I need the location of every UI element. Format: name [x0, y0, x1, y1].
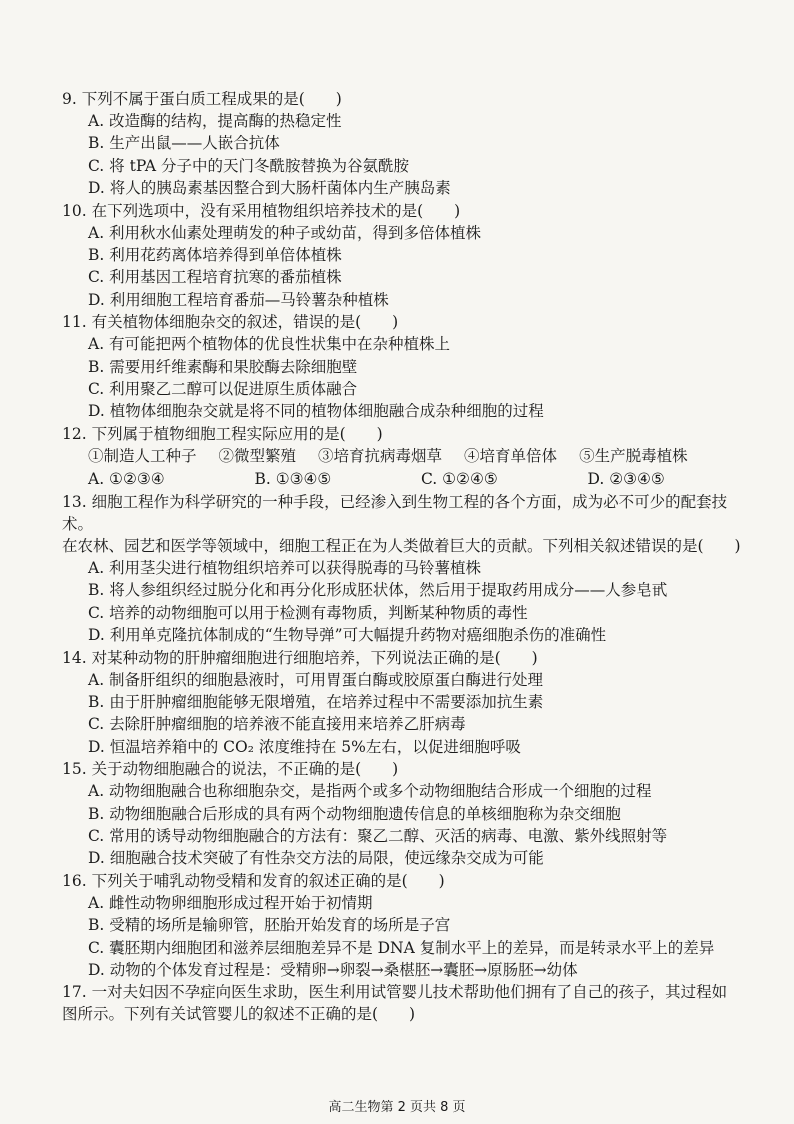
option-c: C. 培养的动物细胞可以用于检测有毒物质，判断某种物质的毒性	[88, 603, 528, 622]
option-b: B. 需要用纤维素酶和果胶酶去除细胞壁	[88, 357, 358, 376]
question-10	[62, 200, 754, 312]
option-d: D. 植物体细胞杂交就是将不同的植物体细胞融合成杂种细胞的过程	[88, 402, 544, 421]
question-stem: 16. 下列关于哺乳动物受精和发育的叙述正确的是( )	[62, 871, 445, 890]
question-stem: 10. 在下列选项中，没有采用植物组织培养技术的是( )	[62, 201, 461, 220]
option-b: B. 将人参组织经过脱分化和再分化形成胚状体，然后用于提取药用成分——人参皂甙	[88, 581, 668, 600]
option-c: C. 囊胚期内细胞团和滋养层细胞差异不是 DNA 复制水平上的差异，而是转录水平上的差异	[88, 938, 715, 957]
question-stem: 14. 对某种动物的肝肿瘤细胞进行细胞培养，下列说法正确的是( )	[62, 648, 538, 667]
option-c: C. 利用聚乙二醇可以促进原生质体融合	[88, 380, 358, 399]
option-a: A. 雌性动物卵细胞形成过程开始于初情期	[88, 893, 373, 912]
choice-b: B. ①③④⑤	[254, 469, 332, 488]
option-a: A. 利用秋水仙素处理萌发的种子或幼苗，得到多倍体植株	[88, 223, 482, 242]
question-stem-continued: 图所示。下列有关试管婴儿的叙述不正确的是( )	[62, 1005, 416, 1024]
question-11	[62, 311, 754, 423]
option-b: B. 生产出鼠——人嵌合抗体	[88, 134, 280, 153]
option-d: D. 利用单克隆抗体制成的“生物导弹”可大幅提升药物对癌细胞杀伤的准确性	[88, 626, 607, 645]
page-footer: 高二生物第 2 页共 8 页	[328, 1100, 466, 1115]
question-12	[62, 423, 754, 491]
option-c: C. 常用的诱导动物细胞融合的方法有：聚乙二醇、灭活的病毒、电激、紫外线照射等	[88, 826, 668, 845]
question-14	[62, 647, 754, 759]
numbered-items	[62, 445, 754, 467]
option-d: D. 动物的个体发育过程是：受精卵→卵裂→桑椹胚→囊胚→原肠胚→幼体	[88, 960, 578, 979]
question-17	[62, 981, 754, 1025]
option-a: A. 利用茎尖进行植物组织培养可以获得脱毒的马铃薯植株	[88, 558, 482, 577]
option-b: B. 由于肝肿瘤细胞能够无限增殖，在培养过程中不需要添加抗生素	[88, 692, 544, 711]
question-stem: 17. 一对夫妇因不孕症向医生求助，医生利用试管婴儿技术帮助他们拥有了自己的孩子，其过程如	[62, 983, 728, 1002]
item-4: ④培育单倍体	[464, 446, 558, 465]
question-13	[62, 491, 754, 647]
item-1: ①制造人工种子	[88, 446, 197, 465]
choice-d: D. ②③④⑤	[587, 469, 665, 488]
item-3: ③培育抗病毒烟草	[318, 446, 443, 465]
question-16	[62, 870, 754, 982]
option-c: C. 利用基因工程培育抗寒的番茄植株	[88, 268, 342, 287]
option-b: B. 动物细胞融合后形成的具有两个动物细胞遗传信息的单核细胞称为杂交细胞	[88, 804, 621, 823]
choice-a: A. ①②③④	[88, 469, 165, 488]
question-stem: 11. 有关植物体细胞杂交的叙述，错误的是( )	[62, 313, 399, 332]
item-2: ②微型繁殖	[218, 446, 297, 465]
option-a: A. 有可能把两个植物体的优良性状集中在杂种植株上	[88, 335, 451, 354]
item-5: ⑤生产脱毒植株	[579, 446, 688, 465]
option-b: B. 利用花药离体培养得到单倍体植株	[88, 246, 342, 265]
question-stem: 15. 关于动物细胞融合的说法，不正确的是( )	[62, 760, 399, 779]
option-d: D. 将人的胰岛素基因整合到大肠杆菌体内生产胰岛素	[88, 179, 451, 198]
question-15	[62, 758, 754, 870]
question-stem: 9. 下列不属于蛋白质工程成果的是( )	[62, 90, 342, 108]
answer-choices	[62, 467, 754, 491]
question-stem: 13. 细胞工程作为科学研究的一种手段，已经渗入到生物工程的各个方面，成为必不可少的配套技术。	[62, 492, 728, 533]
option-b: B. 受精的场所是输卵管，胚胎开始发育的场所是子宫	[88, 916, 451, 935]
option-a: A. 动物细胞融合也称细胞杂交，是指两个或多个动物细胞结合形成一个细胞的过程	[88, 782, 652, 801]
choice-c: C. ①②④⑤	[421, 469, 498, 488]
option-d: D. 恒温培养箱中的 CO₂ 浓度维持在 5%左右，以促进细胞呼吸	[88, 737, 521, 756]
option-d: D. 细胞融合技术突破了有性杂交方法的局限，使远缘杂交成为可能	[88, 849, 544, 868]
option-d: D. 利用细胞工程培育番茄—马铃薯杂种植株	[88, 290, 389, 309]
option-c: C. 去除肝肿瘤细胞的培养液不能直接用来培养乙肝病毒	[88, 715, 466, 734]
question-stem-continued: 在农林、园艺和医学等领域中，细胞工程正在为人类做着巨大的贡献。下列相关叙述错误的是( )	[62, 536, 741, 555]
question-stem: 12. 下列属于植物细胞工程实际应用的是( )	[62, 424, 383, 443]
question-9	[62, 88, 754, 200]
option-a: A. 制备肝组织的细胞悬液时，可用胃蛋白酶或胶原蛋白酶进行处理	[88, 670, 544, 689]
option-a: A. 改造酶的结构，提高酶的热稳定性	[88, 112, 342, 130]
option-c: C. 将 tPA 分子中的天门冬酰胺替换为谷氨酰胺	[88, 156, 409, 175]
